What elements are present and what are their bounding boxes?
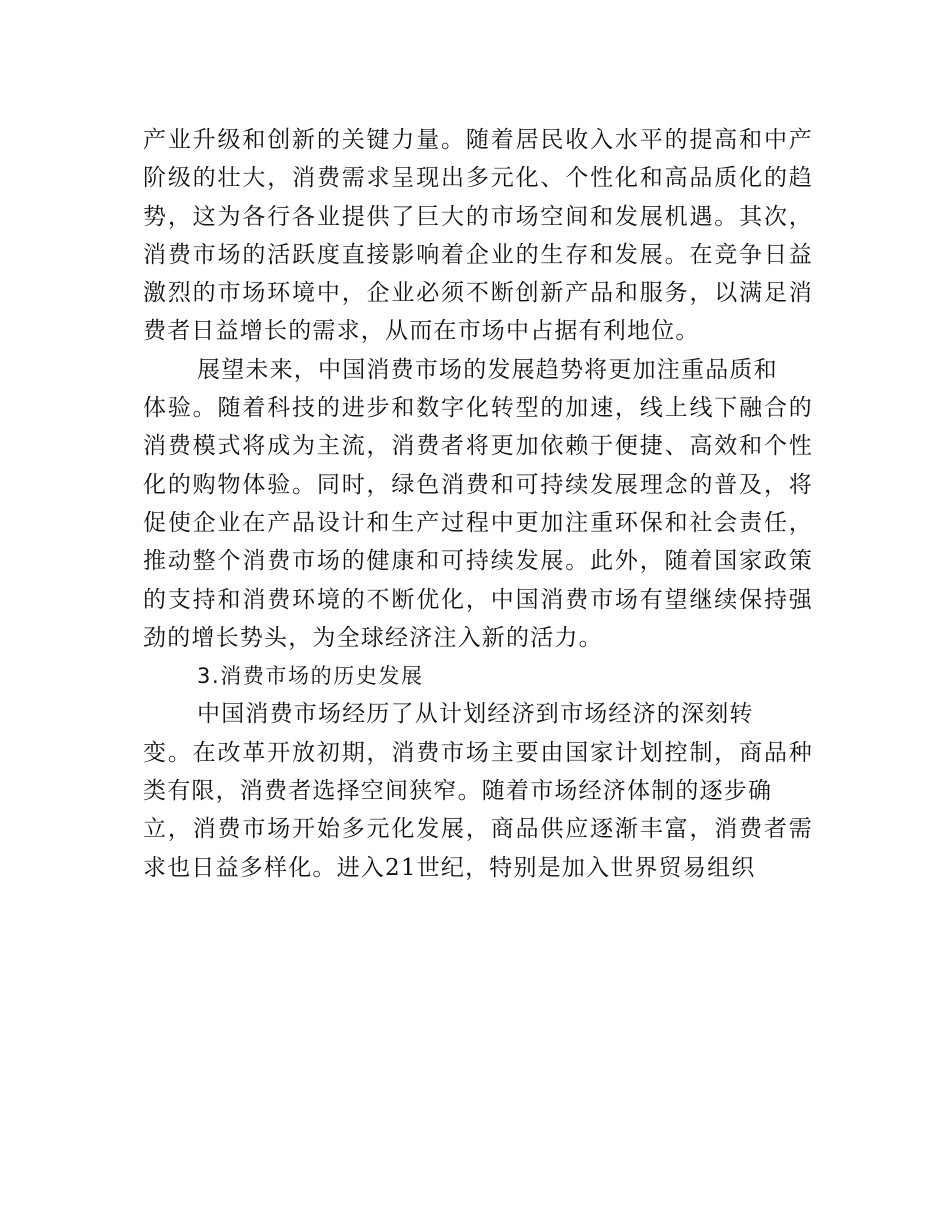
text-line: 势，这为各行各业提供了巨大的市场空间和发展机遇。其次， [143,203,813,230]
section-heading: 3.消费市场的历史发展 [197,664,424,689]
text-line: 阶级的壮大，消费需求呈现出多元化、个性化和高品质化的趋 [143,165,813,192]
paragraph-3 [143,695,813,886]
text-line: 体验。随着科技的进步和数字化转型的加速，线上线下融合的 [143,395,813,422]
paragraph-1 [143,121,813,351]
text-line: 求也日益多样化。进入21世纪，特别是加入世界贸易组织 [143,854,756,881]
text-line: 劲的增长势头，为全球经济注入新的活力。 [143,624,603,651]
paragraph-2 [143,351,813,657]
text-line: 的支持和消费环境的不断优化，中国消费市场有望继续保持强 [143,586,813,613]
text-line: 激烈的市场环境中，企业必须不断创新产品和服务，以满足消 [143,280,813,307]
document-page [143,121,813,887]
text-line: 消费市场的活跃度直接影响着企业的生存和发展。在竞争日益 [143,241,813,268]
text-line: 类有限，消费者选择空间狭窄。随着市场经济体制的逐步确 [143,778,773,805]
text-line: 推动整个消费市场的健康和可持续发展。此外，随着国家政策 [143,548,813,575]
text-line: 费者日益增长的需求，从而在市场中占据有利地位。 [143,318,700,345]
text-line: 消费模式将成为主流，消费者将更加依赖于便捷、高效和个性 [143,433,813,460]
text-line: 展望未来，中国消费市场的发展趋势将更加注重品质和 [197,356,778,383]
text-line: 化的购物体验。同时，绿色消费和可持续发展理念的普及，将 [143,471,813,498]
text-line: 变。在改革开放初期，消费市场主要由国家计划控制，商品种 [143,739,813,766]
text-line: 立，消费市场开始多元化发展，商品供应逐渐丰富，消费者需 [143,816,813,843]
text-line: 促使企业在产品设计和生产过程中更加注重环保和社会责任， [143,509,813,536]
text-line: 中国消费市场经历了从计划经济到市场经济的深刻转 [197,701,754,728]
text-line: 产业升级和创新的关键力量。随着居民收入水平的提高和中产 [143,127,813,153]
